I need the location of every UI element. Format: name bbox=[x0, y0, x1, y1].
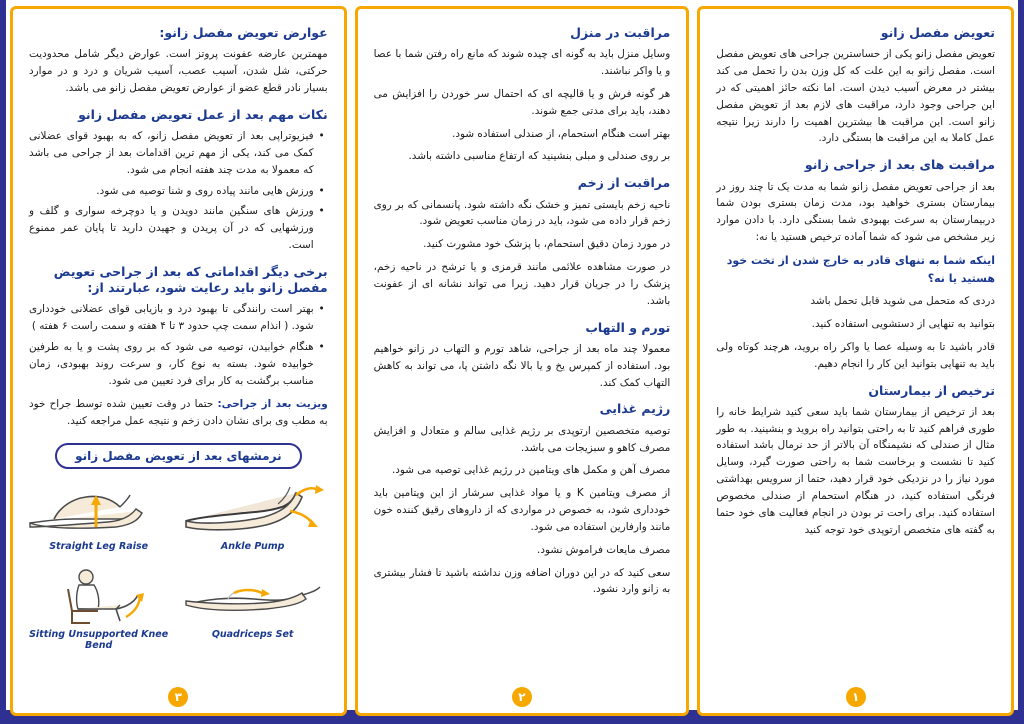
panel-3-important-points-list bbox=[29, 128, 328, 254]
quadriceps-set-illustration-icon bbox=[178, 565, 328, 627]
exercise-title-wrap bbox=[29, 443, 328, 469]
panel-2-diet-p2: مصرف آهن و مکمل های ویتامین در رژیم غذایی توصیه می شود. bbox=[391, 464, 671, 477]
panel-1-paragraph-hospital-stay: بعد از جراحی تعویض مفصل زانو شما به مدت یک تا چند روز در بیمارستان بستری خواهید بود، مدت زمان بستری بودن شما دربیمارستان به سرعت بهبودی شما بستگی دارد. با دادن موارد زیر مشخص می شود که شما آماده ترخیص هستید یا نه: bbox=[716, 180, 995, 244]
panel-2-home-p2: هر گونه فرش و یا قالیچه ای که احتمال سر خوردن را افزایش می دهند، باید برای مدتی جمع شوند. bbox=[373, 87, 671, 117]
panel-3-followup-text: حتما در وقت تعیین شده توسط جراح خود به مطب وی برای نشان دادن زخم و نتیجه عمل مراجعه کنید. bbox=[29, 397, 328, 427]
panel-2-wound-p3: در صورت مشاهده علائمی مانند قرمزی و یا ترشح در ناحیه زخم، پزشک را در جریان قرار دهید. زیرا می تواند نشانه ای از عفونت باشد. bbox=[373, 261, 671, 307]
list-item: • ورزش های سنگین مانند دویدن و یا دوچرخه سواری و گلف و ورزشهایی که در آن پریدن و جهیدن دارید تا پایان عمر ممنوع است. bbox=[29, 203, 314, 254]
panel-1 bbox=[697, 6, 1014, 716]
panel-2 bbox=[355, 6, 690, 716]
page-badge-2: ۲ bbox=[512, 687, 532, 707]
panel-1-paragraph-intro: تعویض مفصل زانو یکی از حساسترین جراحی های تعویض مفصل است. مفصل زانو به این علت که کل وزن بدن را تحمل می کند بیشتر در معرض آسیب دیدن است. اما نکته حائز اهمیتی که در این جراحی وجود دارد، مراقبت های لازم بعد از تعویض مفصل زانو است. این مراقبت ها بیشترین اهمیت را دارند زیرا نتیجه عمل کاملا به این مراقبت ها بستگی دارد. bbox=[716, 48, 995, 145]
panel-1-heading-knee-replacement: تعویض مفصل زانو bbox=[880, 25, 995, 40]
panel-1-heading-discharge: ترخیص از بیمارستان bbox=[868, 382, 995, 398]
list-item: • هنگام خوابیدن، توصیه می شود که بر روی پشت و یا به طرفین خوابیده شود. بسته به نوع کار، و سرعت روند بهبودی، زمان مناسب برگشت به کار برای فرد تعیین می شود. bbox=[29, 339, 314, 390]
brochure-sheet bbox=[6, 0, 1018, 710]
sitting-knee-bend-illustration-icon bbox=[24, 565, 174, 627]
panel-2-home-p3: بهتر است هنگام استحمام، از صندلی استفاده شود. bbox=[452, 127, 671, 140]
panel-2-home-p1: وسایل منزل باید به گونه ای چیده شوند که مانع راه رفتن شما با عصا و یا واکر نباشند. bbox=[373, 48, 671, 78]
panel-2-diet-p1: توصیه متخصصین ارتوپدی بر رژیم غذایی سالم و متعادل و افزایش مصرف کاهو و سبزیجات می باشد. bbox=[373, 424, 671, 454]
panel-container bbox=[6, 0, 1018, 710]
exercise-label-sitting-knee-bend: Sitting Unsupported Knee Bend bbox=[29, 629, 169, 652]
page-badge-1: ۱ bbox=[846, 687, 866, 707]
panel-3-heading-important-points: نکات مهم بعد از عمل تعویض مفصل زانو bbox=[78, 106, 328, 122]
panel-1-criteria-pain: دردی که متحمل می شوید قابل تحمل باشد bbox=[810, 295, 995, 308]
panel-3-heading-complications: عوارض تعویض مفصل زانو: bbox=[159, 25, 328, 40]
panel-1-paragraph-home-setup: بعد از ترخیص از بیمارستان شما باید سعی کنید شرایط خانه را طوری فراهم کنید تا به راحتی بتوانید راه بروید و بنشینید. به طور مثال از صندلی که نشیمنگاه آن بالاتر از حد نرمال باشد استفاده کنید تا نشست و برخاست شما به راحتی صورت گیرد، وسایل مورد نیاز را در نزدیکی خود قرار دهید، حتما از سرویس بهداشتی فرنگی استفاده کنید، در هنگام استحمام از صندلی مخصوص استفاده کنید. برای راحت تر بودن در انجام فعالیت های خود حتما به گفته های متخصص ارتوپدی خود توجه کنید bbox=[716, 405, 995, 536]
list-item: • فیزیوتراپی بعد از تعویض مفصل زانو، که به بهبود قوای عضلانی کمک می کند، یکی از مهم ترین اقدامات بعد از جراحی می باشد که معمولا به مدت چند هفته انجام می شود. bbox=[29, 128, 314, 179]
ankle-pump-illustration-icon bbox=[178, 477, 328, 539]
panel-1-heading-postop-care: مراقبت های بعد از جراحی زانو bbox=[804, 157, 995, 173]
panel-2-diet-p5: سعی کنید که در این دوران اضافه وزن نداشته باشید تا فشار بیشتری به زانو وارد نشود. bbox=[373, 566, 671, 596]
exercise-label-straight-leg-raise: Straight Leg Raise bbox=[49, 541, 149, 553]
panel-3-followup-label: ویزیت بعد از جراحی: bbox=[217, 397, 328, 410]
panel-2-heading-home-care: مراقبت در منزل bbox=[570, 25, 671, 40]
exercise-grid bbox=[29, 477, 328, 652]
exercise-label-quadriceps-set: Quadriceps Set bbox=[211, 629, 294, 641]
exercise-item-quadriceps-set bbox=[178, 565, 328, 649]
page-badge-3: ۳ bbox=[168, 687, 188, 707]
exercise-box-title: نرمشهای بعد از تعویض مفصل زانو bbox=[55, 443, 302, 469]
exercise-item-ankle-pump bbox=[178, 477, 328, 561]
panel-2-heading-swelling: تورم و التهاب bbox=[585, 319, 671, 335]
exercise-item-sitting-knee-bend bbox=[24, 565, 174, 652]
panel-3-complications-p1: مهمترین عارضه عفونت پروتز است. عوارض دیگر شامل محدودیت حرکتی، شل شدن، آسیب عصب، آسیب شریان و درد و در موارد بسیار نادر قطع عضو از عوارض تعویض مفصل زانو می باشد. bbox=[29, 48, 328, 94]
panel-1-criteria-walker: قادر باشید تا به وسیله عصا یا واکر راه بروید، هرچند کوتاه ولی باید به تنهایی بتوانید این کار را انجام دهیم. bbox=[716, 340, 995, 370]
panel-1-criteria-toilet: بتوانید به تنهایی از دستشویی استفاده کنید. bbox=[811, 317, 995, 330]
panel-2-wound-p2: در مورد زمان دقیق استحمام، با پزشک خود مشورت کنید. bbox=[423, 238, 671, 251]
panel-2-wound-p1: ناحیه زخم بایستی تمیز و خشک نگه داشته شود. پانسمانی که بر روی زخم قرار داده می شود، باید در زمان مناسب تعویض شود. bbox=[373, 198, 671, 228]
exercise-item-straight-leg-raise bbox=[24, 477, 174, 561]
panel-3-heading-other-measures: برخی دیگر اقداماتی که بعد از جراحی تعویض مفصل زانو باید رعایت شود، عبارتند از: bbox=[53, 263, 328, 296]
panel-2-home-p4: بر روی صندلی و مبلی بنشینید که ارتفاع مناسبی داشته باشد. bbox=[408, 150, 671, 163]
panel-2-diet-p4: مصرف مایعات فراموش نشود. bbox=[537, 543, 671, 556]
panel-3-other-measures-list bbox=[29, 301, 328, 389]
straight-leg-raise-illustration-icon bbox=[24, 477, 174, 539]
panel-3 bbox=[10, 6, 347, 716]
exercise-label-ankle-pump: Ankle Pump bbox=[220, 541, 285, 553]
list-item: • بهتر است رانندگی تا بهبود درد و بازیابی قوای عضلانی خودداری شود. ( انذام سمت چپ حدود ۳ تا ۴ هفته و سمت راست ۶ هفته ) bbox=[29, 301, 314, 335]
panel-2-diet-p3: از مصرف ویتامین K و یا مواد غذایی سرشار از این ویتامین باید خودداری شود، به خصوص در مواردی که از داروهای رقیق کننده خون مانند وارفارین استفاده می شود. bbox=[373, 487, 671, 533]
panel-1-discharge-question: اینکه شما به تنهای قادر به خارج شدن از تخت خود هستید یا نه؟ bbox=[726, 253, 995, 285]
panel-2-swelling-p1: معمولا چند ماه بعد از جراحی، شاهد تورم و التهاب در زانو خواهیم بود. استفاده از کمپرس یخ و یا بالا نگه داشتن پا، می تواند به کاهش التهاب کمک کند. bbox=[373, 342, 671, 389]
panel-3-followup-visit bbox=[29, 396, 328, 430]
list-item: • ورزش هایی مانند پیاده روی و شنا توصیه می شود. bbox=[29, 183, 314, 200]
panel-2-heading-wound-care: مراقبت از زخم bbox=[577, 175, 671, 191]
panel-2-heading-diet: رژیم غذایی bbox=[599, 401, 671, 417]
